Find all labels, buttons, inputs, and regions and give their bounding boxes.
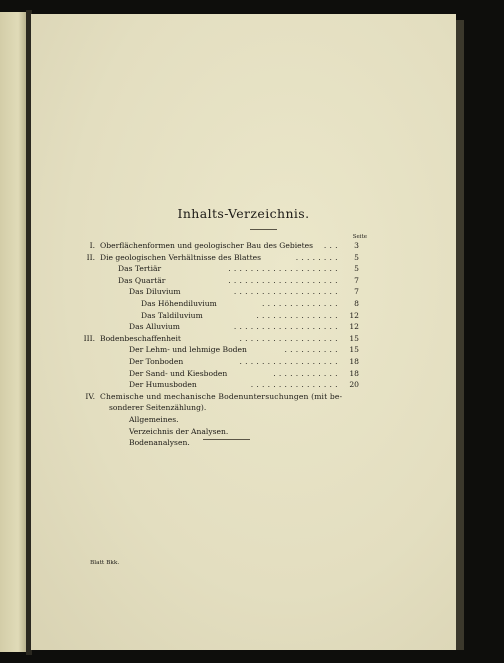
toc-leader-dots: . . . . . . . . . . . . . . — [262, 298, 338, 308]
toc-entry-page: 20 — [349, 380, 359, 390]
title-divider — [250, 229, 277, 230]
toc-subitem-text: Bodenanalysen. — [129, 438, 190, 448]
toc-subitem-text: Verzeichnis der Analysen. — [129, 426, 229, 436]
toc-leader-dots: . . . . . . . . . . . . . . . . . . — [239, 333, 338, 343]
toc-entry-number: I. — [89, 241, 95, 250]
toc-entry-text: Das Höhendiluvium — [141, 298, 217, 308]
toc-entry-text: Bodenbeschaffenheit — [100, 333, 181, 343]
toc-entry-page: 5 — [354, 252, 359, 262]
toc-entry — [31, 333, 456, 345]
toc-entry — [31, 379, 456, 391]
toc-entry-page: 15 — [349, 345, 359, 355]
right-page-edge — [456, 20, 464, 650]
toc-entry-iv-continued — [31, 402, 456, 414]
toc-entry — [31, 321, 456, 333]
toc-leader-dots: . . . . . . . . . . . . — [273, 368, 338, 378]
toc-entry-text: Das Tertiär — [118, 264, 162, 274]
toc-entry-number: IV. — [85, 391, 95, 401]
toc-entry-page: 12 — [349, 310, 359, 320]
page-column-label: Seite — [352, 234, 367, 240]
toc-entry-page: 3 — [354, 241, 359, 250]
toc-entry-page: 15 — [349, 333, 359, 343]
closing-divider — [203, 439, 250, 440]
toc-leader-dots: . . . . . . . . . . . . . . . . . . . . — [228, 275, 338, 285]
toc-leader-dots: . . . . . . . . — [295, 252, 338, 262]
toc-leader-dots: . . . . . . . . . . . . . . . . . . . . — [228, 264, 338, 274]
toc-entry-page: 8 — [354, 298, 359, 308]
toc-title: Inhalts-Verzeichnis. — [177, 206, 310, 221]
toc-entry — [31, 298, 456, 310]
document-page — [31, 14, 456, 650]
toc-entry — [31, 240, 456, 252]
toc-entry-text: Das Diluvium — [129, 287, 181, 297]
toc-entry-number: III. — [83, 333, 95, 343]
toc-entry-page: 18 — [349, 356, 359, 366]
toc-list — [31, 240, 456, 449]
toc-entry — [31, 368, 456, 380]
toc-entry-iv — [31, 391, 456, 403]
toc-entry-page: 7 — [354, 275, 359, 285]
toc-entry-page: 12 — [349, 322, 359, 332]
toc-entry-text: Chemische und mechanische Bodenuntersuchungen (mit be- — [100, 391, 343, 401]
toc-entry-text: Der Tonboden — [129, 356, 184, 366]
toc-entry-text: sonderer Seitenzählung). — [109, 403, 207, 413]
toc-leader-dots: . . . . . . . . . . . . . . . . . . — [239, 356, 338, 366]
toc-entry-text: Das Taldiluvium — [141, 310, 203, 320]
toc-leader-dots: . . . . . . . . . . . . . . . — [256, 310, 338, 320]
toc-entry-text: Das Alluvium — [129, 322, 180, 332]
left-page-edge — [0, 12, 26, 652]
toc-entry — [31, 252, 456, 264]
toc-entry-text: Das Quartär — [118, 275, 166, 285]
toc-entry — [31, 356, 456, 368]
toc-subitem — [31, 414, 456, 426]
toc-entry-text: Der Lehm- und lehmige Boden — [129, 345, 247, 355]
toc-entry — [31, 275, 456, 287]
toc-entry — [31, 344, 456, 356]
toc-entry-page: 18 — [349, 368, 359, 378]
toc-entry — [31, 310, 456, 322]
toc-subitem-text: Allgemeines. — [129, 414, 179, 424]
toc-subitem — [31, 426, 456, 438]
toc-entry-text: Der Sand- und Kiesboden — [129, 368, 228, 378]
toc-entry-text: Der Humusboden — [129, 380, 197, 390]
toc-leader-dots: . . . . . . . . . . — [284, 345, 338, 355]
toc-entry-text: Oberflächenformen und geologischer Bau des Gebietes — [100, 241, 314, 250]
sheet-footer: Blatt Bkk. — [90, 560, 120, 566]
toc-entry-page: 7 — [354, 287, 359, 297]
toc-entry-number: II. — [86, 252, 95, 262]
toc-leader-dots: . . . . . . . . . . . . . . . . — [250, 380, 338, 390]
toc-entry-page: 5 — [354, 264, 359, 274]
toc-leader-dots: . . . . . . . . . . . . . . . . . . . — [233, 322, 338, 332]
toc-leader-dots: . . . . . . . . . . . . . . . . . . . — [233, 287, 338, 297]
toc-entry — [31, 263, 456, 275]
toc-leader-dots: . . . — [323, 241, 338, 250]
toc-entry — [31, 286, 456, 298]
toc-entry-text: Die geologischen Verhältnisse des Blattes — [100, 252, 262, 262]
